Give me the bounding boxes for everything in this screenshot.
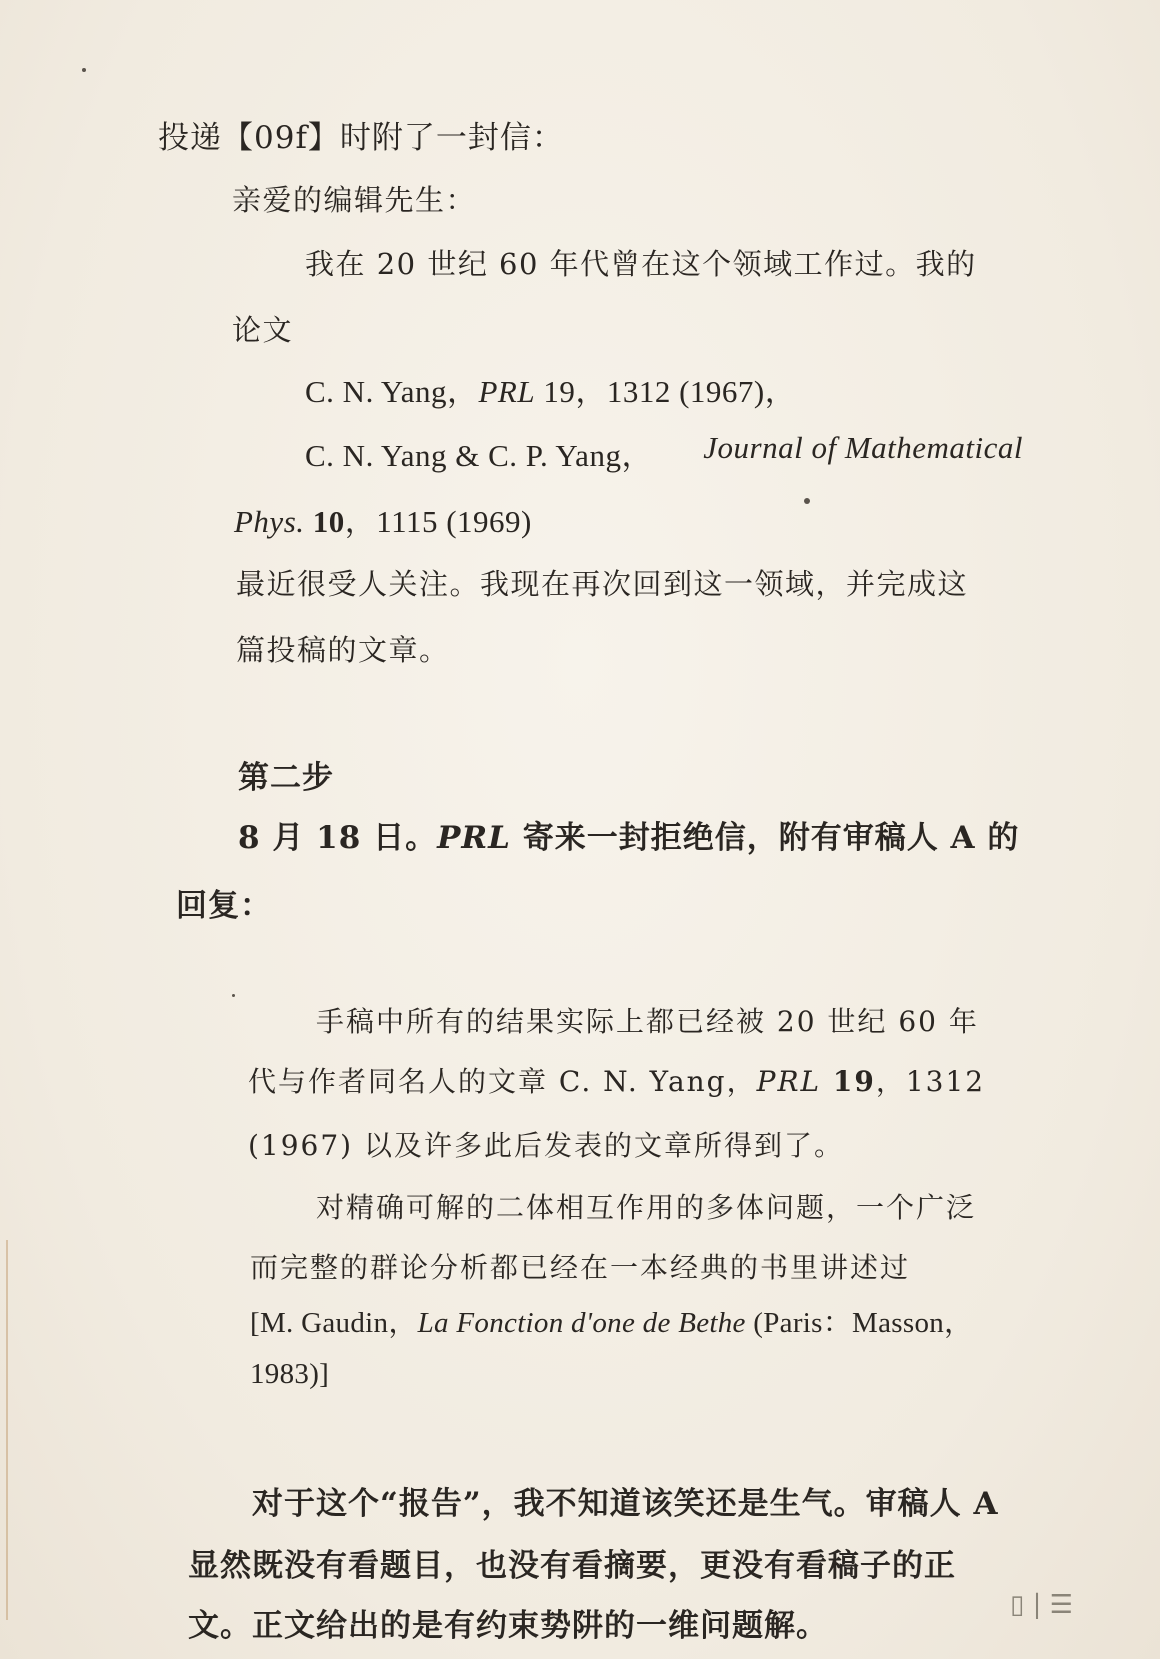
- quote-p2-line3: [250, 1300, 973, 1341]
- quote-p1-line3: (1967) 以及许多此后发表的文章所得到了。: [248, 1129, 845, 1162]
- quote-p2-line1: 对精确可解的二体相互作用的多体问题，一个广泛: [316, 1191, 977, 1224]
- intro-line: 投递【09f】时附了一封信：: [158, 120, 564, 156]
- quote-citation-b: (Paris：Masson，: [745, 1307, 974, 1339]
- ref2-journal-l2: Phys.: [234, 504, 305, 539]
- letter-para1-line1: 我在 20 世纪 60 年代曾在这个领域工作过。我的: [305, 247, 977, 281]
- emphasis-text: 有约束势阱: [444, 1608, 604, 1644]
- quote-p2-line2: 而完整的群论分析都已经在一本经典的书里讲述过: [250, 1251, 911, 1284]
- ref1-author: C. N. Yang，: [305, 374, 479, 409]
- section-heading: 第二步: [238, 760, 334, 796]
- quote-p1-line2: [248, 1060, 985, 1100]
- quote-p1-line1: 手稿中所有的结果实际上都已经被 20 世纪 60 年: [316, 1005, 979, 1038]
- quote-book-title: La Fonction d'one de Bethe: [417, 1307, 746, 1339]
- ref2-rest: ，1115 (1969): [344, 504, 532, 539]
- quote-p1-line2-b: ，1312: [875, 1065, 986, 1098]
- reference-1: [305, 366, 796, 411]
- section3-line2: 显然既没有看题目，也没有看摘要，更没有看稿子的正: [188, 1548, 956, 1584]
- page-edge: [0, 1240, 8, 1620]
- section3-line1: 对于这个“报告”，我不知道该笑还是生气。审稿人 A: [252, 1486, 999, 1522]
- watermark-glyphs: ▯ | ☰: [1010, 1590, 1073, 1620]
- reference-2-line2: [234, 496, 532, 541]
- ref2-volume: 10: [304, 504, 345, 539]
- section3-line3-a: 文。正文给出的是: [188, 1608, 444, 1644]
- letter-para2-line1: 最近很受人关注。我现在再次回到这一领域，并完成这: [236, 567, 969, 601]
- speck: [82, 68, 86, 72]
- section2-line1: [238, 812, 1019, 857]
- ref1-journal: PRL: [478, 374, 536, 409]
- quote-p1-line2-a: 代与作者同名人的文章 C. N. Yang，: [248, 1065, 757, 1098]
- ref1-rest: 19，1312 (1967)，: [535, 374, 797, 409]
- section3-line3: [188, 1600, 828, 1645]
- letter-para1-line2: 论文: [232, 313, 294, 347]
- reference-2-line1: [305, 430, 1023, 475]
- section3-line3-b: 的一维问题解。: [604, 1608, 828, 1644]
- salutation: 亲爱的编辑先生：: [232, 183, 477, 217]
- section2-line2: 回复：: [176, 888, 272, 924]
- quote-journal: PRL: [756, 1065, 822, 1098]
- quote-p2-line4: 1983)]: [250, 1358, 330, 1390]
- rejection-text: 寄来一封拒绝信，附有审稿人 A 的: [510, 820, 1020, 856]
- quote-citation-a: [M. Gaudin，: [250, 1307, 418, 1339]
- speck: [804, 498, 810, 504]
- quote-volume: 19: [821, 1065, 876, 1098]
- date-text: 8 月 18 日。: [238, 820, 438, 856]
- speck: [232, 994, 235, 997]
- ref2-authors: C. N. Yang & C. P. Yang，: [305, 438, 653, 473]
- journal-name: PRL: [437, 820, 511, 856]
- letter-para2-line2: 篇投稿的文章。: [236, 633, 450, 667]
- ref2-journal-l1: Journal of Mathematical: [703, 430, 1023, 465]
